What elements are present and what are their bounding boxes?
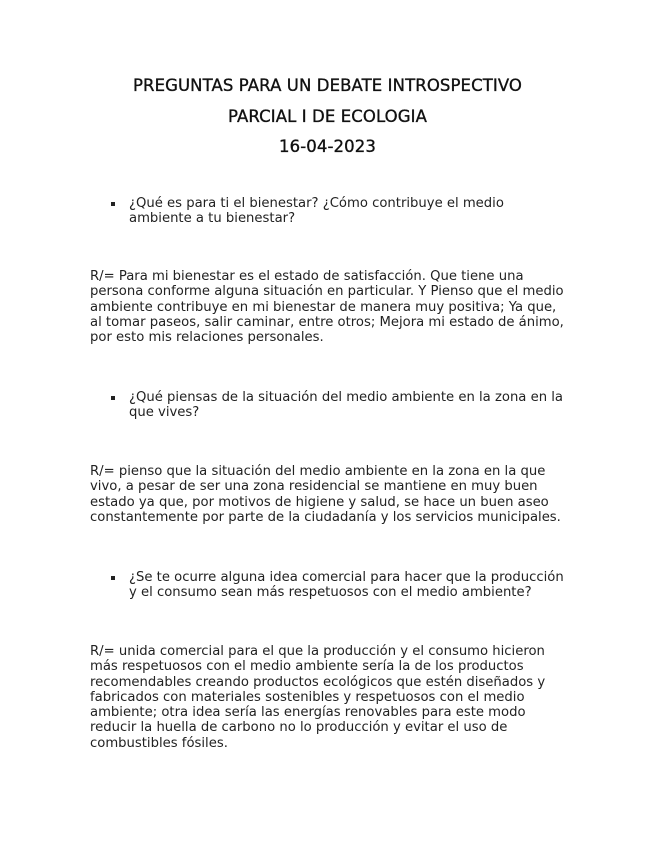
bullet-marker bbox=[111, 576, 115, 580]
bullet-marker bbox=[111, 396, 115, 400]
document-date: 16-04-2023 bbox=[279, 137, 376, 156]
question-2: ¿Qué piensas de la situación del medio ambiente en la zona en la que vives? bbox=[129, 390, 563, 420]
bullet-marker bbox=[111, 202, 115, 206]
answer-1: R/= Para mi bienestar es el estado de satisfacción. Que tiene una persona conforme alguna situación en particular. Y Pienso que el medio ambiente contribuye en mi bienestar de manera muy positiva; Ya que, al tomar paseos, salir caminar, entre otros; Mejora mi estado de ánimo, por esto mis relaciones personales. bbox=[90, 269, 564, 346]
document-subtitle: PARCIAL I DE ECOLOGIA bbox=[228, 107, 427, 126]
document-title: PREGUNTAS PARA UN DEBATE INTROSPECTIVO bbox=[132, 76, 523, 95]
question-3: ¿Se te ocurre alguna idea comercial para hacer que la producción y el consumo sean más respetuosos con el medio ambiente? bbox=[129, 570, 564, 600]
question-1: ¿Qué es para ti el bienestar? ¿Cómo contribuye el medio ambiente a tu bienestar? bbox=[129, 196, 504, 226]
answer-3: R/= unida comercial para el que la producción y el consumo hicieron más respetuosos con el medio ambiente sería la de los productos recomendables creando productos ecológicos que estén diseñados y fabricados con materiales sostenibles y respetuosos con el medio ambiente; otra idea sería las energías renovables para este modo reducir la huella de carbono no lo producción y evitar el uso de combustibles fósiles. bbox=[90, 644, 546, 751]
answer-2: R/= pienso que la situación del medio ambiente en la zona en la que vivo, a pesar de ser una zona residencial se mantiene en muy buen estado ya que, por motivos de higiene y salud, se hace un buen aseo constantemente por parte de la ciudadanía y los servicios municipales. bbox=[90, 464, 561, 525]
